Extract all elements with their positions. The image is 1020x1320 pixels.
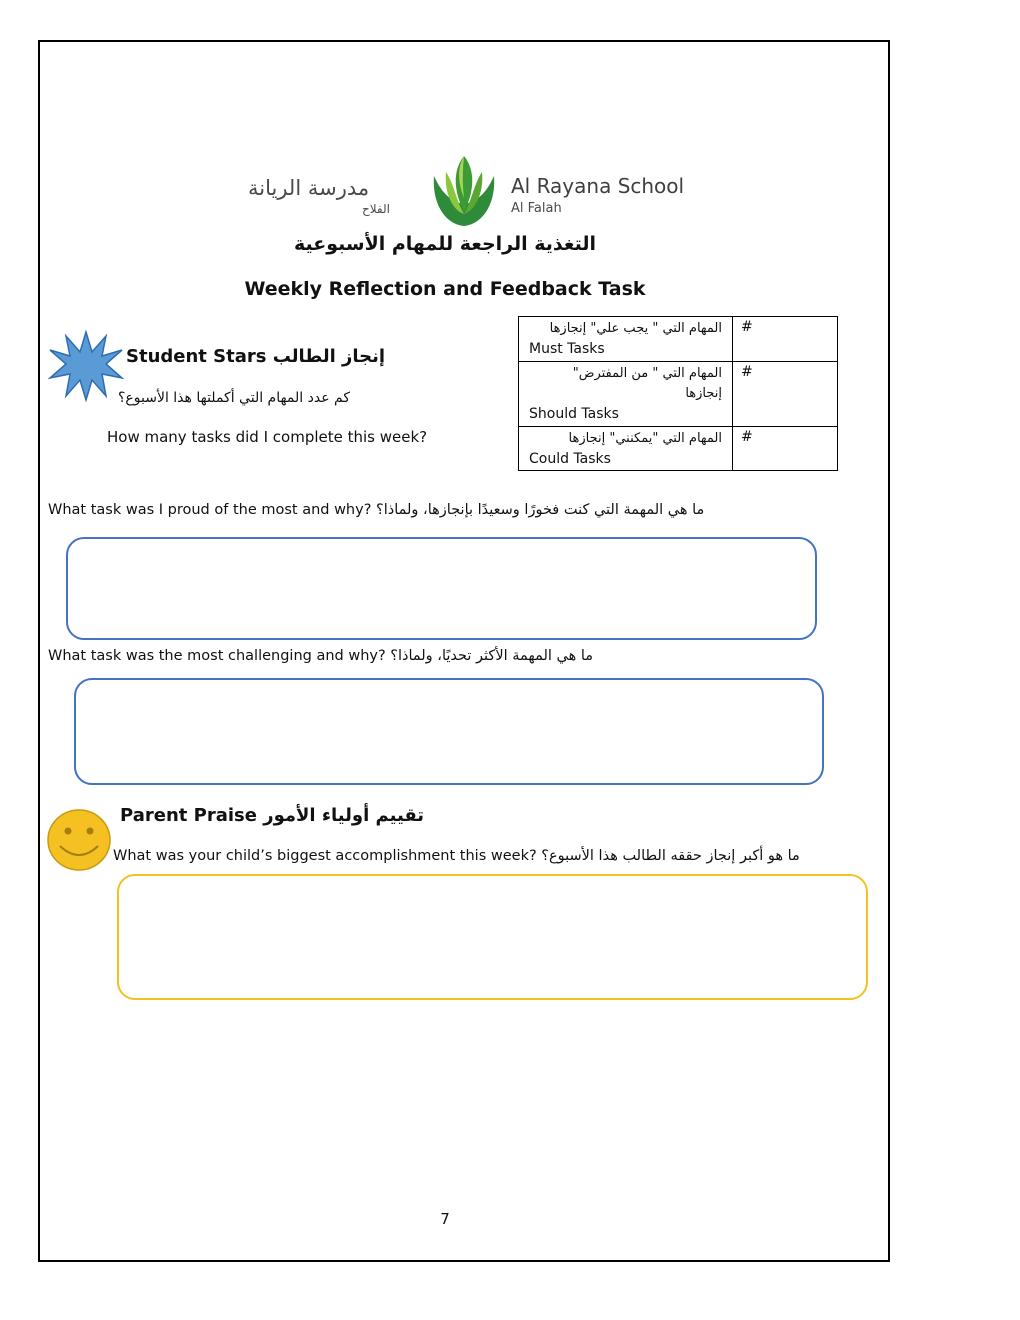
logo-name-arabic: مدرسة الريانة xyxy=(248,176,370,200)
task-label: Must Tasks xyxy=(529,341,605,357)
logo-name-english: Al Rayana School xyxy=(511,174,685,198)
tasks-table xyxy=(518,316,838,471)
page-number: 7 xyxy=(440,1210,450,1228)
challenging-task-question: What task was the most challenging and why? ما هي المهمة الأكثر تحديًا، ولماذا؟ xyxy=(48,648,594,664)
table-row xyxy=(519,317,838,362)
task-count-cell[interactable]: # xyxy=(733,317,838,362)
tasks-count-question-arabic: كم عدد المهام التي أكملتها هذا الأسبوع؟ xyxy=(118,390,350,406)
logo-sub-english: Al Falah xyxy=(511,201,562,216)
task-label-arabic: المهام التي " من المفترض" xyxy=(572,366,722,381)
lotus-logo-icon xyxy=(426,154,502,234)
task-label-arabic-line2: إنجازها xyxy=(685,386,722,401)
task-label-arabic: المهام التي "يمكنني" إنجازها xyxy=(568,431,722,446)
task-label-arabic: المهام التي " يجب علي" إنجازها xyxy=(549,321,722,336)
tasks-count-question: How many tasks did I complete this week? xyxy=(107,428,428,446)
star-burst-icon xyxy=(48,330,124,406)
challenging-task-answer-box[interactable] xyxy=(74,678,824,785)
parent-praise-question: What was your child’s biggest accomplishment this week? ما هو أكبر إنجاز حققه الطالب هذا الأسبوع؟ xyxy=(113,848,800,864)
task-count-cell[interactable]: # xyxy=(733,362,838,427)
task-count-cell[interactable]: # xyxy=(733,427,838,471)
proud-task-answer-box[interactable] xyxy=(66,537,817,640)
smiley-face-icon xyxy=(46,808,112,876)
parent-praise-answer-box[interactable] xyxy=(117,874,868,1000)
task-label: Should Tasks xyxy=(529,406,619,422)
logo-sub-arabic: الفلاح xyxy=(362,202,390,216)
proud-task-question: What task was I proud of the most and why? ما هي المهمة التي كنت فخورًا وسعيدًا بإنجازها، ولماذا؟ xyxy=(48,502,705,518)
student-stars-heading: Student Stars إنجاز الطالب xyxy=(126,346,386,367)
table-row xyxy=(519,427,838,471)
task-label: Could Tasks xyxy=(529,451,611,467)
page-title-arabic: التغذية الراجعة للمهام الأسبوعية xyxy=(293,233,597,255)
page-title: Weekly Reflection and Feedback Task xyxy=(244,278,646,300)
table-row xyxy=(519,362,838,427)
parent-praise-heading: Parent Praise تقييم أولياء الأمور xyxy=(120,805,425,826)
